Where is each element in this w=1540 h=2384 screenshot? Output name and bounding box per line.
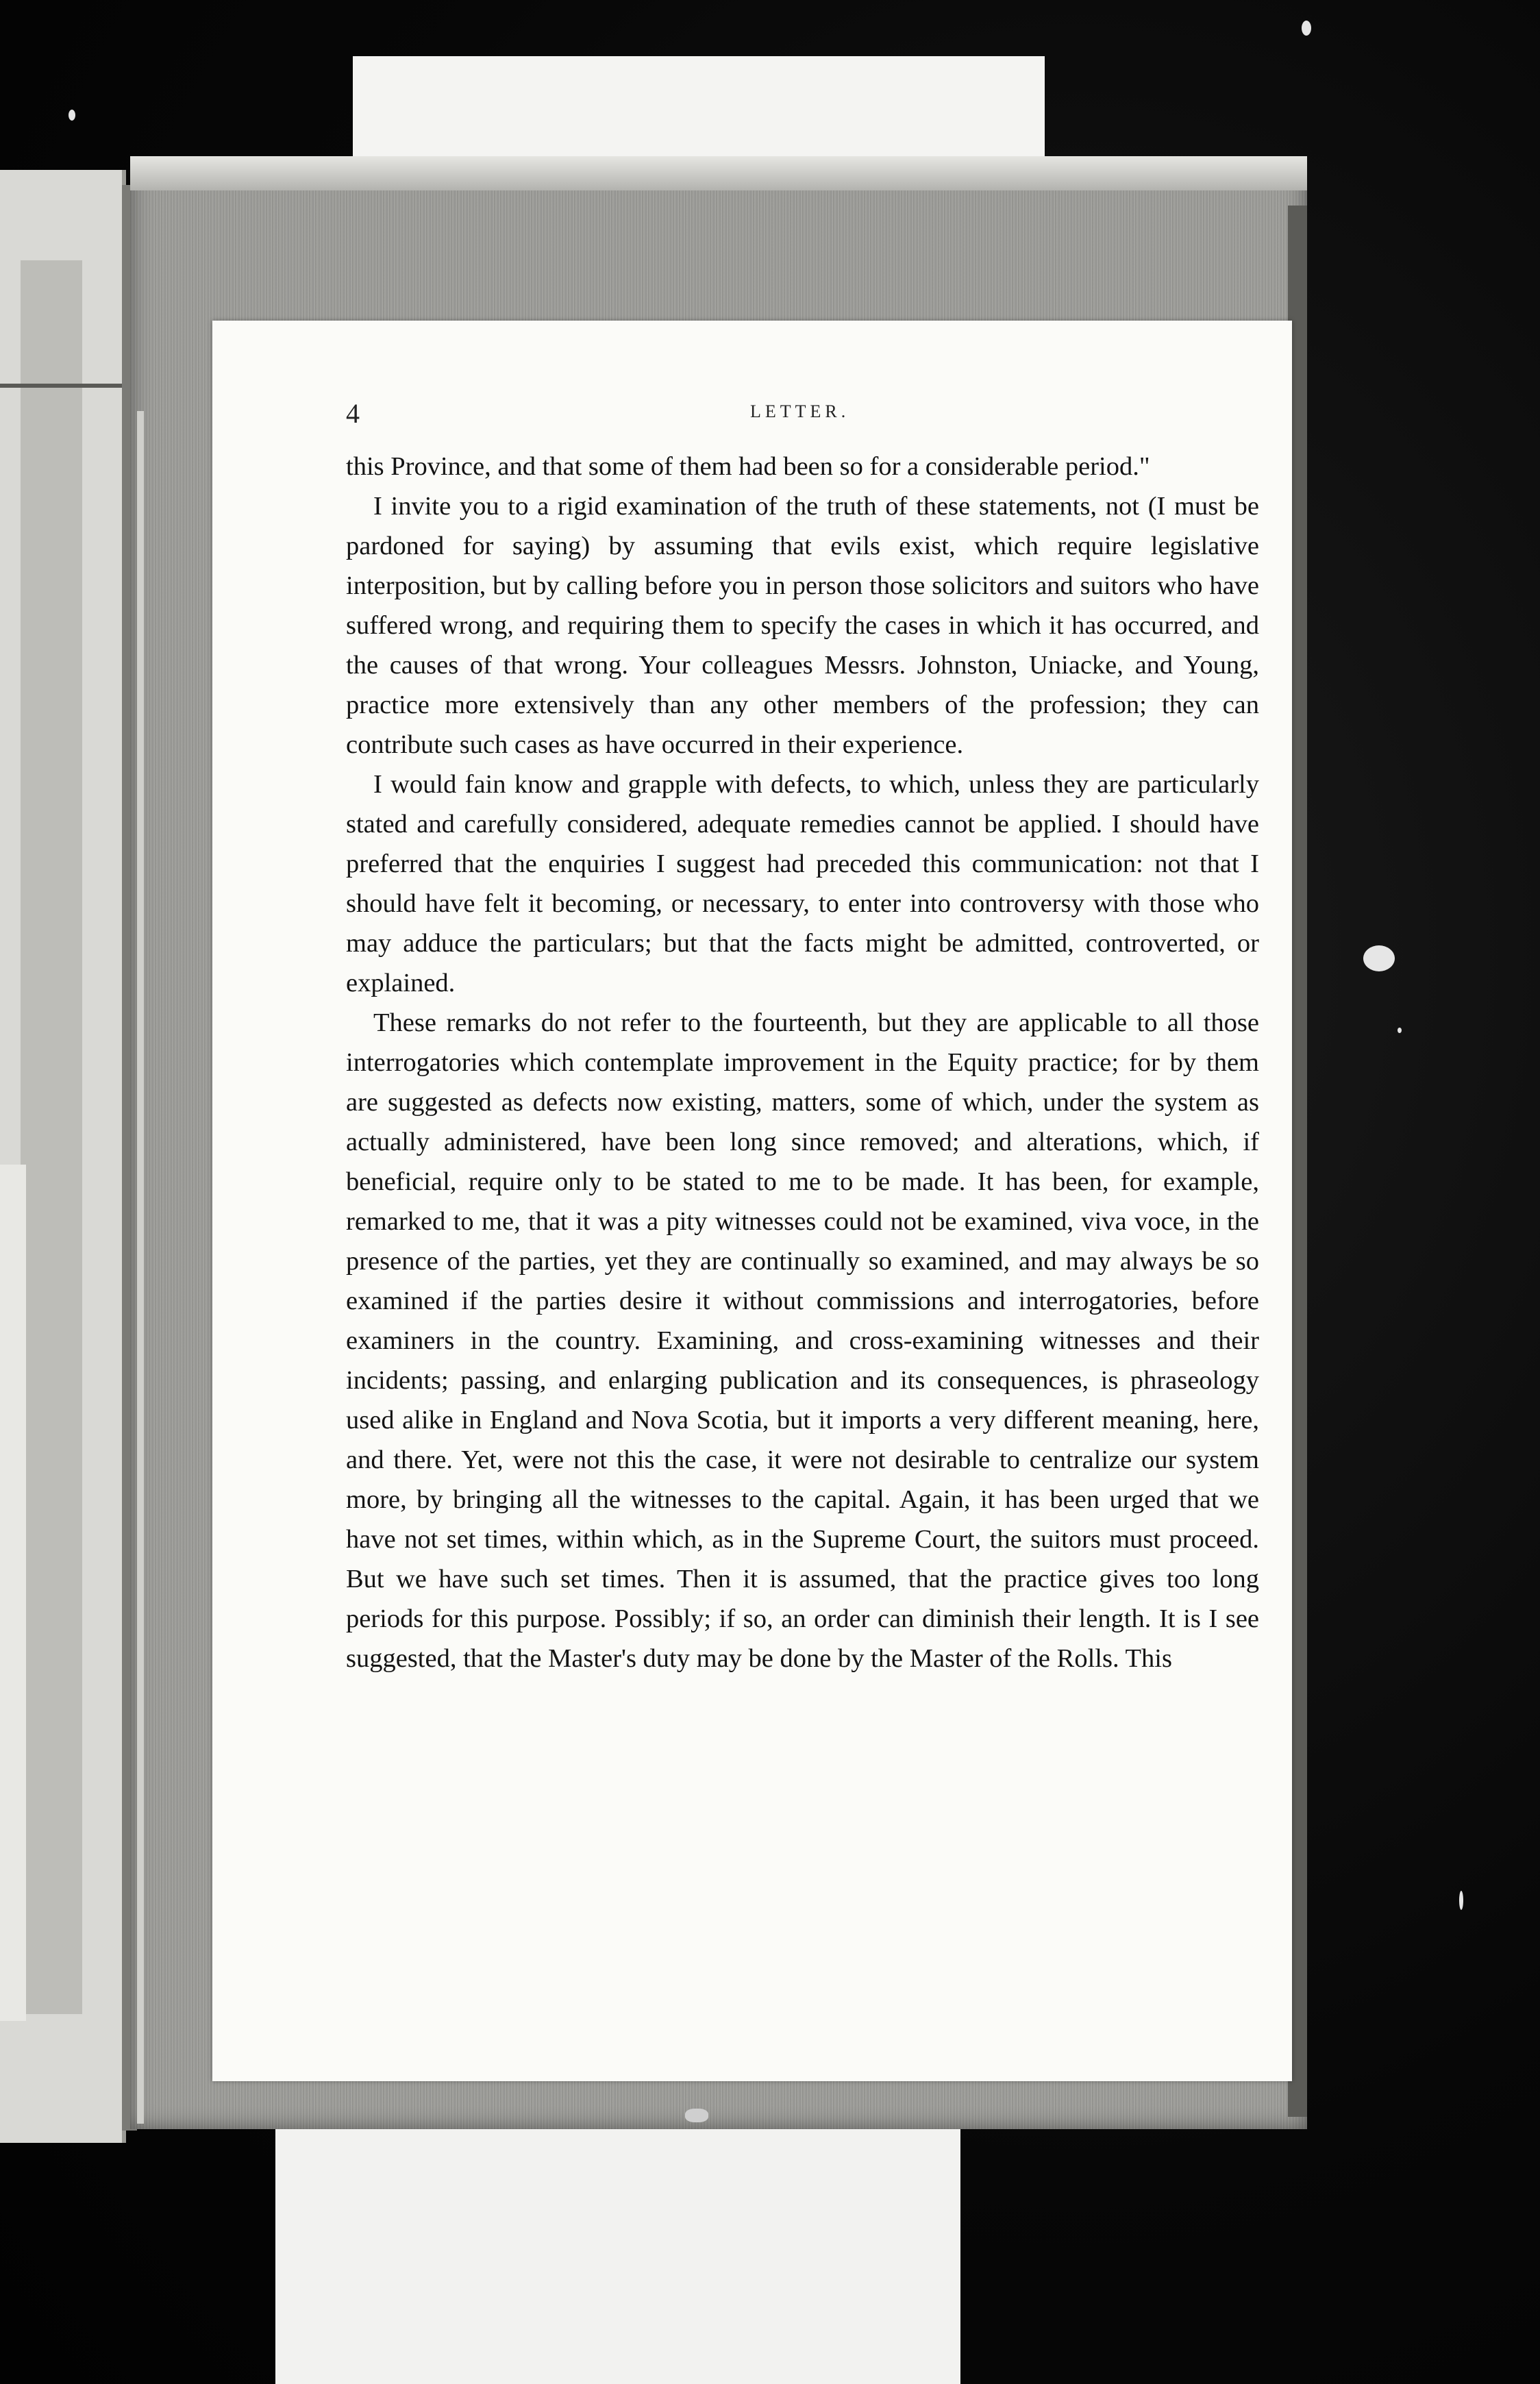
- left-adjacent-sheet-shadow: [21, 260, 82, 2014]
- running-head: LETTER.: [750, 401, 850, 421]
- paragraph-2: I invite you to a rigid examination of the truth of these statements, not (I must be pardoned for saying) by assuming that evils exist, which require legislative interposition, but by calling before you in person those solicitors and suitors who have suffered wrong, and requiring them to specify the cases in which it has occurred, and the causes of that wrong. Your colleagues Messrs. Johnston, Uniacke, and Young, practice more extensively than any other members of the profession; they can contribute such cases as have occurred in their experience.: [346, 492, 1259, 759]
- left-sheet-rule: [0, 384, 122, 388]
- dust-speck: [1459, 1891, 1463, 1910]
- bottom-paper-flap: [275, 2122, 960, 2384]
- dust-speck: [69, 110, 75, 121]
- paragraph-4: These remarks do not refer to the fourteenth, but they are applicable to all those interrogatories which contemplate improvement in the Equity practice; for by them are suggested as defects now existing, matters, some of which, under the system as actually administered, have been long since removed; and alterations, which, if beneficial, require only to be stated to me to be made. It has been, for example, remarked to me, that it was a pity witnesses could not be examined, viva voce, in the presence of the parties, yet they are continually so examined, and may always be so examined if the parties desire it without commissions and interrogatories, before examiners in the country. Examining, and cross-examining witnesses and their incidents; passing, and enlarging publication and its consequences, is phraseology used alike in England and Nova Scotia, but it imports a very different meaning, here, and there. Yet, were not this the case, it were not desirable to centralize our system more, by bringing all the witnesses to the capital. Again, it has been urged that we have not set times, within which, as in the Supreme Court, the suitors must proceed. But we have such set times. Then it is assumed, that the practice gives too long periods for this purpose. Possibly; if so, an order can diminish their length. It is I see suggested, that the Master's duty may be done by the Master of the Rolls. This: [346, 1008, 1259, 1673]
- dust-speck: [685, 2109, 708, 2122]
- dust-speck: [1363, 945, 1395, 971]
- dust-speck: [1302, 21, 1311, 36]
- frame-left-edge: [137, 411, 144, 2124]
- dust-speck: [1398, 1028, 1402, 1033]
- page-text: [346, 447, 1259, 1678]
- page-header: [346, 397, 1278, 438]
- paragraph-3: I would fain know and grapple with defects, to which, unless they are particularly stated and carefully considered, adequate remedies cannot be applied. I should have preferred that the enquiries I suggest had preceded this communication: not that I should have felt it becoming, or necessary, to enter into controversy with those who may adduce the particulars; but that the facts might be admitted, controverted, or explained.: [346, 770, 1259, 997]
- scan-frame-top-edge: [130, 156, 1307, 190]
- left-edge-light-sheet: [0, 1165, 26, 2021]
- paragraph-1: this Province, and that some of them had been so for a considerable period.": [346, 452, 1150, 481]
- page-number: 4: [346, 398, 361, 429]
